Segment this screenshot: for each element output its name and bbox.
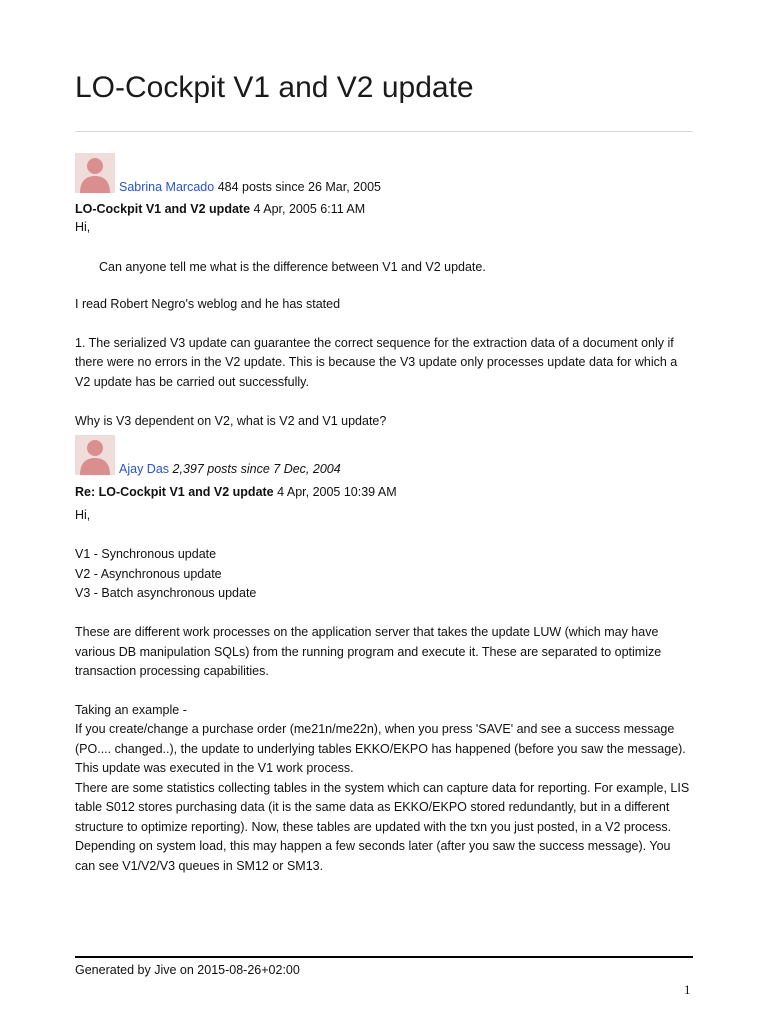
post-header <box>75 484 397 500</box>
post-header <box>75 201 365 217</box>
avatar-icon[interactable] <box>75 153 115 193</box>
body-line: (PO.... changed..), the update to underlying tables EKKO/EKPO has happened (before you saw the message). <box>75 742 686 756</box>
body-line: V1 - Synchronous update <box>75 547 217 561</box>
post-subject: Re: LO-Cockpit V1 and V2 update <box>75 485 274 499</box>
body-line: various DB manipulation SQLs) from the running program and execute it. These are separated to optimize <box>75 645 662 659</box>
body-line: V2 - Asynchronous update <box>75 567 222 581</box>
body-line: V2 update has be carried out successfully. <box>75 375 309 389</box>
body-line: I read Robert Negro's weblog and he has stated <box>75 297 341 311</box>
body-line: These are different work processes on the application server that takes the update LUW (which may have <box>75 625 659 639</box>
body-line: Why is V3 dependent on V2, what is V2 and V1 update? <box>75 414 387 428</box>
author-stats: 2,397 posts since 7 Dec, 2004 <box>172 462 341 476</box>
body-line: transaction processing capabilities. <box>75 664 269 678</box>
body-line: table S012 stores purchasing data (it is the same data as EKKO/EKPO stored redundantly, but in a different <box>75 800 670 814</box>
body-line: There are some statistics collecting tables in the system which can capture data for reporting. For example, LIS <box>75 781 690 795</box>
author-link[interactable]: Sabrina Marcado <box>119 180 215 194</box>
body-line: V3 - Batch asynchronous update <box>75 586 257 600</box>
body-line: there were no errors in the V2 update. This is because the V3 update only processes update data for which a <box>75 355 678 369</box>
body-line: If you create/change a purchase order (me21n/me22n), when you press 'SAVE' and see a success message <box>75 722 675 736</box>
post-subject: LO-Cockpit V1 and V2 update <box>75 202 251 216</box>
body-line: Hi, <box>75 508 91 522</box>
post-author-line <box>119 179 381 195</box>
avatar-icon[interactable] <box>75 435 115 475</box>
footer-divider <box>75 956 693 958</box>
body-line: 1. The serialized V3 update can guarantee the correct sequence for the extraction data of a document only if <box>75 336 674 350</box>
body-line: structure to optimize reporting). Now, these tables are updated with the txn you just posted, in a V2 process. <box>75 820 672 834</box>
author-link[interactable]: Ajay Das <box>119 462 170 476</box>
post-timestamp: 4 Apr, 2005 10:39 AM <box>277 485 397 499</box>
body-line: Hi, <box>75 220 91 234</box>
author-stats: 484 posts since 26 Mar, 2005 <box>217 180 381 194</box>
title-divider <box>75 131 693 132</box>
body-line: This update was executed in the V1 work process. <box>75 761 354 775</box>
body-line: Depending on system load, this may happen a few seconds later (after you saw the success message). You <box>75 839 671 853</box>
body-line: Taking an example - <box>75 703 187 717</box>
page-title: LO-Cockpit V1 and V2 update <box>75 71 474 104</box>
page-number: 1 <box>684 982 691 997</box>
body-line: can see V1/V2/V3 queues in SM12 or SM13. <box>75 859 324 873</box>
post-timestamp: 4 Apr, 2005 6:11 AM <box>253 202 366 216</box>
body-line: Can anyone tell me what is the difference between V1 and V2 update. <box>99 260 486 274</box>
footer-generated: Generated by Jive on 2015-08-26+02:00 <box>75 963 300 977</box>
post-author-line <box>119 461 341 477</box>
